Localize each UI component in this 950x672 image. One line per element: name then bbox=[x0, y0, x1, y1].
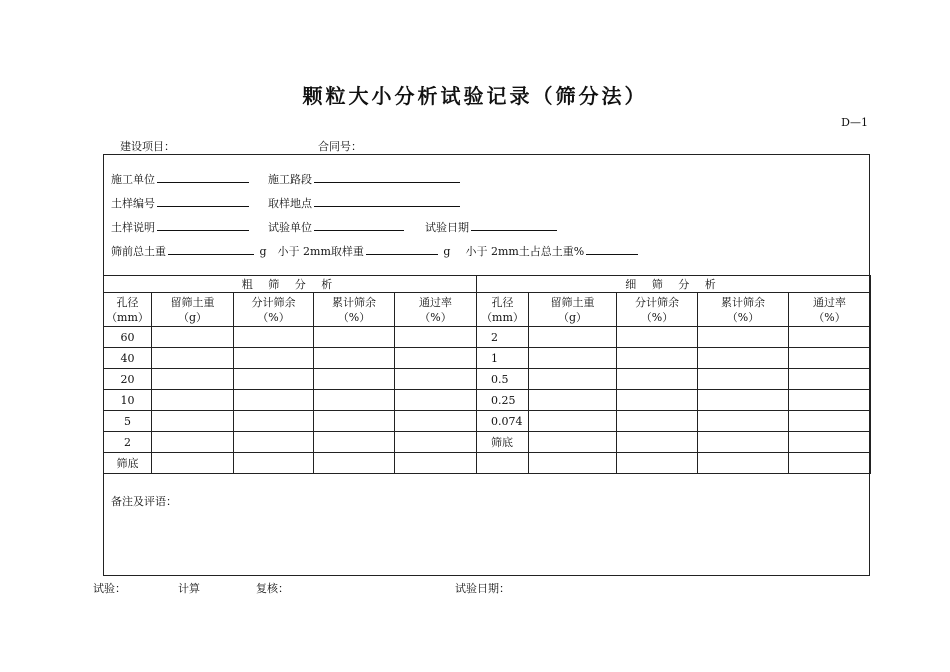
info-row-3 bbox=[111, 219, 559, 235]
fine-sieve-size bbox=[477, 453, 529, 474]
table-row bbox=[104, 327, 871, 348]
fine-entry-cell[interactable] bbox=[529, 432, 617, 453]
coarse-entry-cell[interactable] bbox=[234, 453, 314, 474]
fine-entry-cell[interactable] bbox=[789, 411, 871, 432]
coarse-entry-cell[interactable] bbox=[314, 390, 395, 411]
fine-entry-cell[interactable] bbox=[698, 453, 789, 474]
column-header: 孔径 （mm） bbox=[104, 293, 152, 327]
fine-sieve-size: 筛底 bbox=[477, 432, 529, 453]
column-header: 分计筛余 （%） bbox=[234, 293, 314, 327]
coarse-entry-cell[interactable] bbox=[395, 390, 477, 411]
test-unit-field[interactable] bbox=[314, 219, 404, 231]
section-header-row bbox=[104, 276, 871, 293]
table-row bbox=[104, 432, 871, 453]
coarse-entry-cell[interactable] bbox=[395, 348, 477, 369]
fine-entry-cell[interactable] bbox=[617, 348, 698, 369]
fine-entry-cell[interactable] bbox=[529, 348, 617, 369]
test-date-label: 试验日期 bbox=[425, 221, 469, 234]
unit-g-1: g bbox=[259, 245, 267, 258]
fine-sieve-size: 2 bbox=[477, 327, 529, 348]
fine-entry-cell[interactable] bbox=[529, 327, 617, 348]
coarse-entry-cell[interactable] bbox=[152, 327, 234, 348]
table-row bbox=[104, 411, 871, 432]
coarse-entry-cell[interactable] bbox=[234, 432, 314, 453]
soil-sample-no-field[interactable] bbox=[157, 195, 249, 207]
fine-entry-cell[interactable] bbox=[617, 369, 698, 390]
fine-sieve-size: 0.25 bbox=[477, 390, 529, 411]
fine-entry-cell[interactable] bbox=[617, 411, 698, 432]
test-date-field[interactable] bbox=[471, 219, 557, 231]
coarse-entry-cell[interactable] bbox=[234, 348, 314, 369]
info-row-2 bbox=[111, 195, 462, 211]
column-header-row bbox=[104, 293, 871, 327]
remarks-label: 备注及评语： bbox=[111, 495, 177, 508]
column-header: 累计筛余 （%） bbox=[314, 293, 395, 327]
data-rows bbox=[104, 327, 871, 474]
document-code: D—1 bbox=[841, 116, 868, 129]
fine-entry-cell[interactable] bbox=[789, 432, 871, 453]
coarse-entry-cell[interactable] bbox=[314, 411, 395, 432]
info-row-4 bbox=[111, 243, 640, 259]
fine-entry-cell[interactable] bbox=[698, 390, 789, 411]
soil-sample-no-label: 土样编号 bbox=[111, 197, 155, 210]
coarse-entry-cell[interactable] bbox=[152, 453, 234, 474]
coarse-entry-cell[interactable] bbox=[152, 411, 234, 432]
column-header: 留筛土重 （g） bbox=[529, 293, 617, 327]
coarse-entry-cell[interactable] bbox=[314, 453, 395, 474]
fine-entry-cell[interactable] bbox=[789, 348, 871, 369]
column-header: 累计筛余 （%） bbox=[698, 293, 789, 327]
coarse-sieve-size: 5 bbox=[104, 411, 152, 432]
coarse-entry-cell[interactable] bbox=[234, 327, 314, 348]
footer-test-date: 试验日期： bbox=[455, 582, 510, 595]
fine-section-title: 细 筛 分 析 bbox=[477, 276, 871, 293]
fine-entry-cell[interactable] bbox=[529, 390, 617, 411]
coarse-entry-cell[interactable] bbox=[152, 390, 234, 411]
coarse-entry-cell[interactable] bbox=[152, 348, 234, 369]
coarse-entry-cell[interactable] bbox=[234, 411, 314, 432]
coarse-sieve-size: 40 bbox=[104, 348, 152, 369]
test-unit-label: 试验单位 bbox=[268, 221, 312, 234]
sieve-analysis-table bbox=[103, 275, 871, 474]
construction-unit-label: 施工单位 bbox=[111, 173, 155, 186]
fine-entry-cell[interactable] bbox=[698, 411, 789, 432]
form-frame bbox=[103, 154, 870, 576]
construction-unit-field[interactable] bbox=[157, 171, 249, 183]
footer-calculator: 计算 bbox=[178, 582, 200, 595]
sample-under-2mm-label: 小于 2mm取样重 bbox=[277, 245, 364, 258]
fine-sieve-size: 1 bbox=[477, 348, 529, 369]
sample-under-2mm-field[interactable] bbox=[366, 243, 438, 255]
fine-entry-cell[interactable] bbox=[698, 327, 789, 348]
fine-entry-cell[interactable] bbox=[529, 411, 617, 432]
coarse-entry-cell[interactable] bbox=[314, 327, 395, 348]
percent-under-2mm-label: 小于 2mm土占总土重% bbox=[465, 245, 585, 258]
fine-sieve-size: 0.074 bbox=[477, 411, 529, 432]
sampling-location-field[interactable] bbox=[314, 195, 460, 207]
coarse-entry-cell[interactable] bbox=[234, 369, 314, 390]
coarse-entry-cell[interactable] bbox=[395, 327, 477, 348]
coarse-sieve-size: 60 bbox=[104, 327, 152, 348]
fine-entry-cell[interactable] bbox=[789, 390, 871, 411]
unit-g-2: g bbox=[443, 245, 451, 258]
fine-entry-cell[interactable] bbox=[789, 327, 871, 348]
fine-sieve-size: 0.5 bbox=[477, 369, 529, 390]
coarse-entry-cell[interactable] bbox=[152, 432, 234, 453]
total-weight-field[interactable] bbox=[168, 243, 254, 255]
coarse-sieve-size: 10 bbox=[104, 390, 152, 411]
fine-entry-cell[interactable] bbox=[789, 369, 871, 390]
construction-section-label: 施工路段 bbox=[268, 173, 312, 186]
coarse-entry-cell[interactable] bbox=[395, 432, 477, 453]
table-row bbox=[104, 390, 871, 411]
coarse-entry-cell[interactable] bbox=[395, 453, 477, 474]
coarse-sieve-size: 20 bbox=[104, 369, 152, 390]
coarse-entry-cell[interactable] bbox=[314, 369, 395, 390]
fine-entry-cell[interactable] bbox=[698, 348, 789, 369]
fine-entry-cell[interactable] bbox=[529, 369, 617, 390]
total-weight-label: 筛前总土重 bbox=[111, 245, 166, 258]
column-header: 分计筛余 （%） bbox=[617, 293, 698, 327]
footer-reviewer: 复核： bbox=[256, 582, 289, 595]
footer-tester: 试验： bbox=[93, 582, 126, 595]
table-row bbox=[104, 369, 871, 390]
coarse-entry-cell[interactable] bbox=[234, 390, 314, 411]
coarse-entry-cell[interactable] bbox=[395, 369, 477, 390]
fine-entry-cell[interactable] bbox=[617, 327, 698, 348]
coarse-entry-cell[interactable] bbox=[314, 432, 395, 453]
fine-entry-cell[interactable] bbox=[617, 453, 698, 474]
column-header: 通过率 （%） bbox=[789, 293, 871, 327]
page-title: 颗粒大小分析试验记录（筛分法） bbox=[302, 84, 648, 108]
soil-description-label: 土样说明 bbox=[111, 221, 155, 234]
table-row bbox=[104, 453, 871, 474]
column-header: 孔径 （mm） bbox=[477, 293, 529, 327]
coarse-sieve-size: 2 bbox=[104, 432, 152, 453]
fine-entry-cell[interactable] bbox=[698, 432, 789, 453]
fine-entry-cell[interactable] bbox=[698, 369, 789, 390]
column-header: 留筛土重 （g） bbox=[152, 293, 234, 327]
coarse-entry-cell[interactable] bbox=[395, 411, 477, 432]
coarse-section-title: 粗 筛 分 析 bbox=[104, 276, 477, 293]
fine-entry-cell[interactable] bbox=[617, 432, 698, 453]
fine-entry-cell[interactable] bbox=[617, 390, 698, 411]
column-header: 通过率 （%） bbox=[395, 293, 477, 327]
construction-section-field[interactable] bbox=[314, 171, 460, 183]
coarse-entry-cell[interactable] bbox=[152, 369, 234, 390]
coarse-sieve-size: 筛底 bbox=[104, 453, 152, 474]
fine-entry-cell[interactable] bbox=[789, 453, 871, 474]
contract-label: 合同号： bbox=[318, 140, 362, 153]
info-row-1 bbox=[111, 171, 462, 187]
coarse-entry-cell[interactable] bbox=[314, 348, 395, 369]
soil-description-field[interactable] bbox=[157, 219, 249, 231]
table-row bbox=[104, 348, 871, 369]
percent-under-2mm-field[interactable] bbox=[586, 243, 638, 255]
sampling-location-label: 取样地点 bbox=[268, 197, 312, 210]
fine-entry-cell[interactable] bbox=[529, 453, 617, 474]
project-label: 建设项目： bbox=[120, 140, 175, 153]
